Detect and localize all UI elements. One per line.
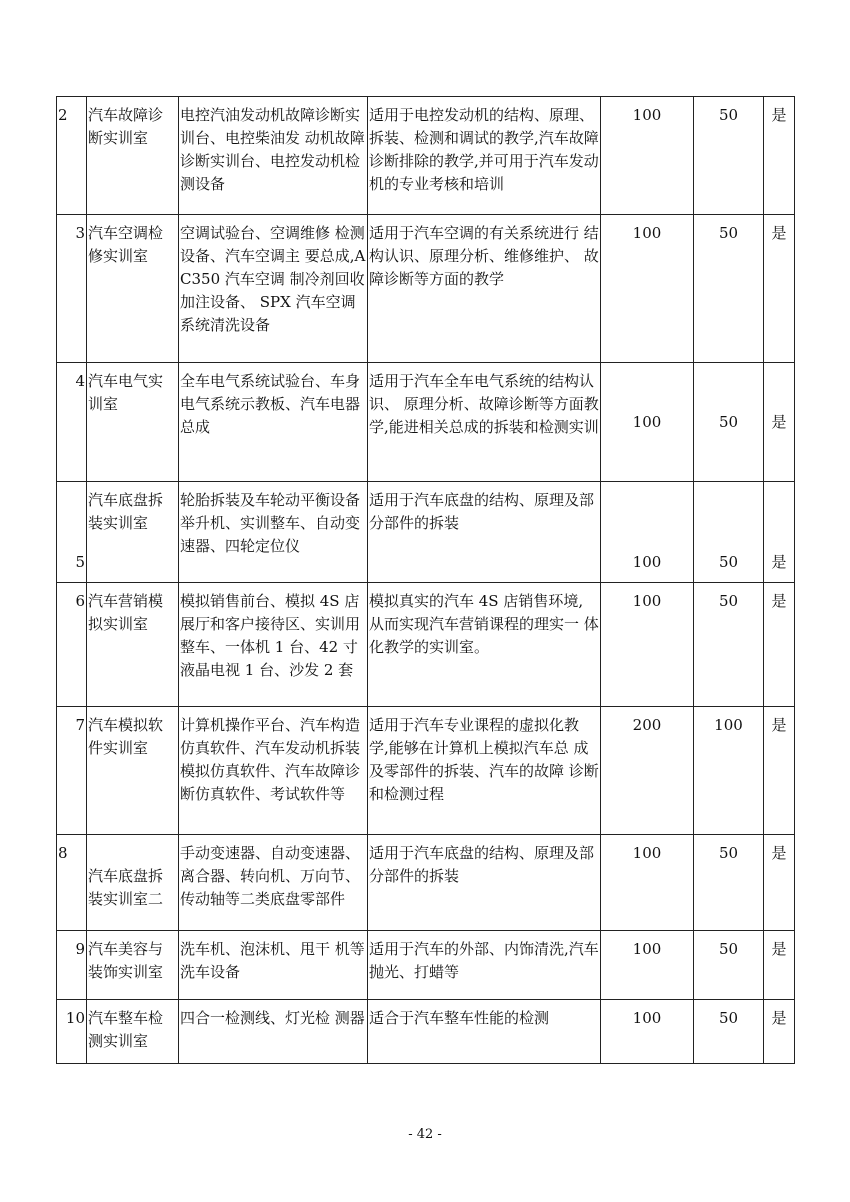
equipment-cell: 轮胎拆装及车轮动平衡设备举升机、实训整车、自动变速器、四轮定位仪 [179, 482, 368, 583]
equipment-cell: 全车电气系统试验台、车身电气系统示教板、汽车电器总成 [179, 363, 368, 482]
purpose-cell: 适用于汽车底盘的结构、原理及部分部件的拆装 [368, 835, 601, 931]
table-row [57, 583, 795, 707]
equipment-cell: 四合一检测线、灯光检 测器 [179, 1000, 368, 1064]
flag-cell: 是 [764, 97, 795, 215]
equipment-cell: 电控汽油发动机故障诊断实训台、电控柴油发 动机故障诊断实训台、电控发动机检测设备 [179, 97, 368, 215]
capacity-cell: 50 [694, 931, 764, 1000]
table-row [57, 707, 795, 835]
room-name: 汽车空调检修实训室 [87, 215, 179, 363]
row-number: 4 [57, 363, 87, 482]
row-number: 9 [57, 931, 87, 1000]
room-name: 汽车营销模拟实训室 [87, 583, 179, 707]
row-number: 8 [57, 835, 87, 931]
stations-cell: 100 [601, 97, 694, 215]
capacity-cell: 50 [694, 583, 764, 707]
capacity-cell: 100 [694, 707, 764, 835]
training-facilities-table [56, 96, 795, 1064]
table-row [57, 835, 795, 931]
row-number: 6 [57, 583, 87, 707]
stations-cell: 200 [601, 707, 694, 835]
flag-cell: 是 [764, 215, 795, 363]
flag-cell: 是 [764, 931, 795, 1000]
flag-cell: 是 [764, 707, 795, 835]
stations-cell: 100 [601, 215, 694, 363]
flag-cell: 是 [764, 363, 795, 482]
row-number: 10 [57, 1000, 87, 1064]
stations-cell: 100 [601, 931, 694, 1000]
flag-cell: 是 [764, 835, 795, 931]
row-number: 2 [57, 97, 87, 215]
room-name: 汽车底盘拆装实训室 [87, 482, 179, 583]
purpose-cell: 适用于汽车的外部、内饰清洗,汽车抛光、打蜡等 [368, 931, 601, 1000]
flag-cell: 是 [764, 1000, 795, 1064]
equipment-cell: 空调试验台、空调维修 检测设备、汽车空调主 要总成,AC350 汽车空调 制冷剂回收加注设备、 SPX 汽车空调系统清洗设备 [179, 215, 368, 363]
purpose-cell: 适用于汽车专业课程的虚拟化教 学,能够在计算机上模拟汽车总 成及零部件的拆装、汽车的故障 诊断和检测过程 [368, 707, 601, 835]
stations-cell: 100 [601, 835, 694, 931]
capacity-cell: 50 [694, 482, 764, 583]
flag-cell: 是 [764, 583, 795, 707]
purpose-cell: 模拟真实的汽车 4S 店销售环境, 从而实现汽车营销课程的理实一 体化教学的实训室。 [368, 583, 601, 707]
purpose-cell: 适用于汽车全车电气系统的结构认识、 原理分析、故障诊断等方面教学,能进相关总成的拆装和检测实训 [368, 363, 601, 482]
equipment-cell: 洗车机、泡沫机、甩干 机等洗车设备 [179, 931, 368, 1000]
stations-cell: 100 [601, 363, 694, 482]
page-number: - 42 - [408, 1127, 442, 1142]
room-name: 汽车美容与装饰实训室 [87, 931, 179, 1000]
stations-cell: 100 [601, 583, 694, 707]
capacity-cell: 50 [694, 835, 764, 931]
purpose-cell: 适用于汽车空调的有关系统进行 结构认识、原理分析、维修维护、 故障诊断等方面的教学 [368, 215, 601, 363]
purpose-cell: 适用于电控发动机的结构、原理、 拆装、检测和调试的教学,汽车故障诊断排除的教学,并可用于汽车发动机的专业考核和培训 [368, 97, 601, 215]
room-name: 汽车电气实训室 [87, 363, 179, 482]
table-row [57, 1000, 795, 1064]
equipment-cell: 手动变速器、自动变速器、离合器、转向机、万向节、传动轴等二类底盘零部件 [179, 835, 368, 931]
capacity-cell: 50 [694, 1000, 764, 1064]
capacity-cell: 50 [694, 97, 764, 215]
row-number: 5 [57, 482, 87, 583]
room-name: 汽车底盘拆装实训室二 [87, 835, 179, 931]
row-number: 7 [57, 707, 87, 835]
room-name: 汽车整车检测实训室 [87, 1000, 179, 1064]
purpose-cell: 适合于汽车整车性能的检测 [368, 1000, 601, 1064]
room-name: 汽车模拟软件实训室 [87, 707, 179, 835]
room-name: 汽车故障诊断实训室 [87, 97, 179, 215]
stations-cell: 100 [601, 1000, 694, 1064]
flag-cell: 是 [764, 482, 795, 583]
capacity-cell: 50 [694, 363, 764, 482]
table-row [57, 97, 795, 215]
table-row [57, 482, 795, 583]
row-number: 3 [57, 215, 87, 363]
table-row [57, 363, 795, 482]
capacity-cell: 50 [694, 215, 764, 363]
stations-cell: 100 [601, 482, 694, 583]
equipment-cell: 计算机操作平台、汽车构造仿真软件、汽车发动机拆装模拟仿真软件、汽车故障诊断仿真软件、考试软件等 [179, 707, 368, 835]
equipment-cell: 模拟销售前台、模拟 4S 店展厅和客户接待区、实训用整车、一体机 1 台、42 寸液晶电视 1 台、沙发 2 套 [179, 583, 368, 707]
table-row [57, 215, 795, 363]
purpose-cell: 适用于汽车底盘的结构、原理及部分部件的拆装 [368, 482, 601, 583]
table-row [57, 931, 795, 1000]
